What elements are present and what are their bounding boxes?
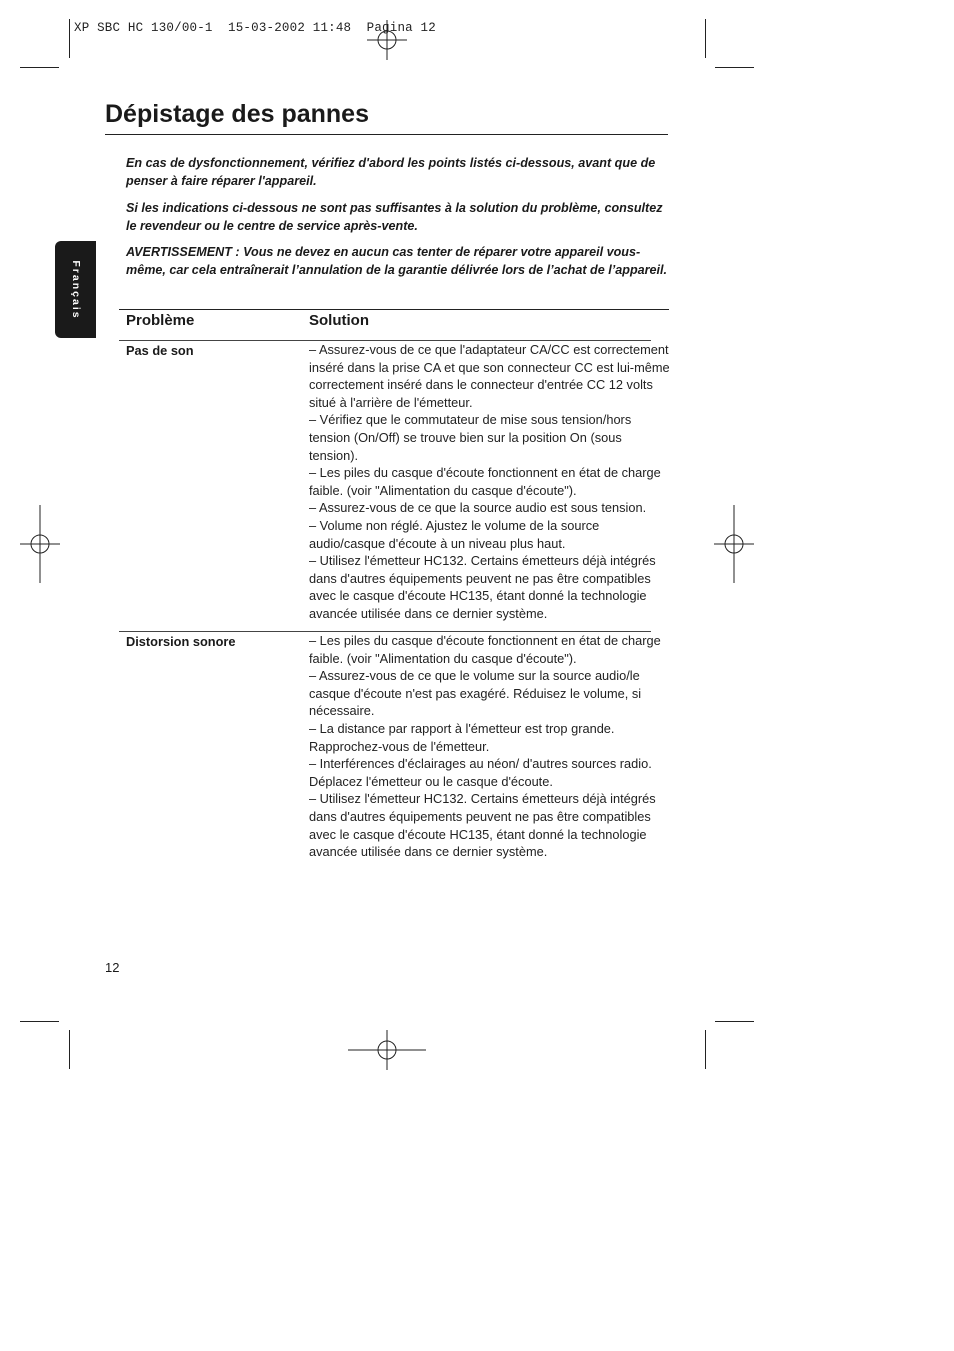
crop-mark <box>69 1030 70 1069</box>
solution-item: – Volume non réglé. Ajustez le volume de la source audio/casque d'écoute à un niveau plus haut. <box>309 517 600 551</box>
crop-mark <box>715 1021 754 1022</box>
solution-column-header: Solution <box>309 312 369 329</box>
print-slug: XP SBC HC 130/00-1 15-03-2002 11:48 Pagina 12 <box>74 21 436 35</box>
table-top-rule <box>119 309 669 310</box>
intro-paragraph: En cas de dysfonctionnement, vérifiez d'abord les points listés ci-dessous, avant que de penser à faire réparer l'appareil. <box>126 156 656 188</box>
solution-item: – Assurez-vous de ce que la source audio est sous tension. <box>309 500 647 516</box>
solution-item: – Les piles du casque d'écoute fonctionnent en état de charge faible. (voir "Alimentation du casque d'écoute"). <box>309 465 661 498</box>
language-tab-label: Français <box>69 259 82 320</box>
problem-cell: Pas de son <box>126 343 194 358</box>
solution-item: – Vérifiez que le commutateur de mise sous tension/hors tension (On/Off) se trouve bien sur la position On (sous tension). <box>309 412 632 463</box>
crop-mark <box>20 67 59 68</box>
registration-mark-icon <box>20 505 60 583</box>
intro-paragraph: Si les indications ci-dessous ne sont pas suffisantes à la solution du problème, consultez le revendeur ou le centre de service après-vente. <box>126 201 663 233</box>
page-number: 12 <box>105 960 120 975</box>
crop-mark <box>715 67 754 68</box>
warning-paragraph: AVERTISSEMENT : Vous ne devez en aucun cas tenter de réparer votre appareil vous-même, car cela entraînerait l’annulation de la garantie délivrée lors de l’achat de l’appareil. <box>126 245 668 277</box>
problem-column-header: Problème <box>126 312 195 329</box>
solution-item: – Interférences d'éclairages au néon/ d'autres sources radio. Déplacez l'émetteur ou le casque d'écoute. <box>309 756 652 789</box>
registration-mark-icon <box>367 20 407 60</box>
crop-mark <box>705 19 706 58</box>
problem-cell: Distorsion sonore <box>126 634 236 649</box>
solution-item: – Utilisez l'émetteur HC132. Certains émetteurs déjà intégrés dans d'autres équipements peuvent ne pas être compatibles avec le casque d'écoute HC135, étant donné la technologie avancée utilisée dans ce dernier système. <box>309 553 656 621</box>
solution-item: – Les piles du casque d'écoute fonctionnent en état de charge faible. (voir "Alimentation du casque d'écoute"). <box>309 633 661 666</box>
solution-item: – La distance par rapport à l'émetteur est trop grande. Rapprochez-vous de l'émetteur. <box>309 720 615 754</box>
solution-item: – Assurez-vous de ce que l'adaptateur CA/CC est correctement inséré dans la prise CA et que son connecteur CC est lui-même correctement inséré dans le connecteur d'entrée CC 12 volts situé à l'arrière de l'émetteur. <box>309 342 670 410</box>
solution-cell <box>309 341 674 623</box>
solution-item: – Assurez-vous de ce que le volume sur la source audio/le casque d'écoute n'est pas exagéré. Réduisez le volume, si nécessaire. <box>309 668 642 719</box>
registration-mark-icon <box>714 505 754 583</box>
registration-mark-icon <box>348 1030 426 1070</box>
solution-cell <box>309 632 674 861</box>
crop-mark <box>705 1030 706 1069</box>
crop-mark <box>20 1021 59 1022</box>
page-title: Dépistage des pannes <box>105 100 668 135</box>
crop-mark <box>69 19 70 58</box>
language-tab <box>55 241 96 338</box>
solution-item: – Utilisez l'émetteur HC132. Certains émetteurs déjà intégrés dans d'autres équipements peuvent ne pas être compatibles avec le casque d'écoute HC135, étant donné la technologie avancée utilisée dans ce dernier système. <box>309 791 656 860</box>
